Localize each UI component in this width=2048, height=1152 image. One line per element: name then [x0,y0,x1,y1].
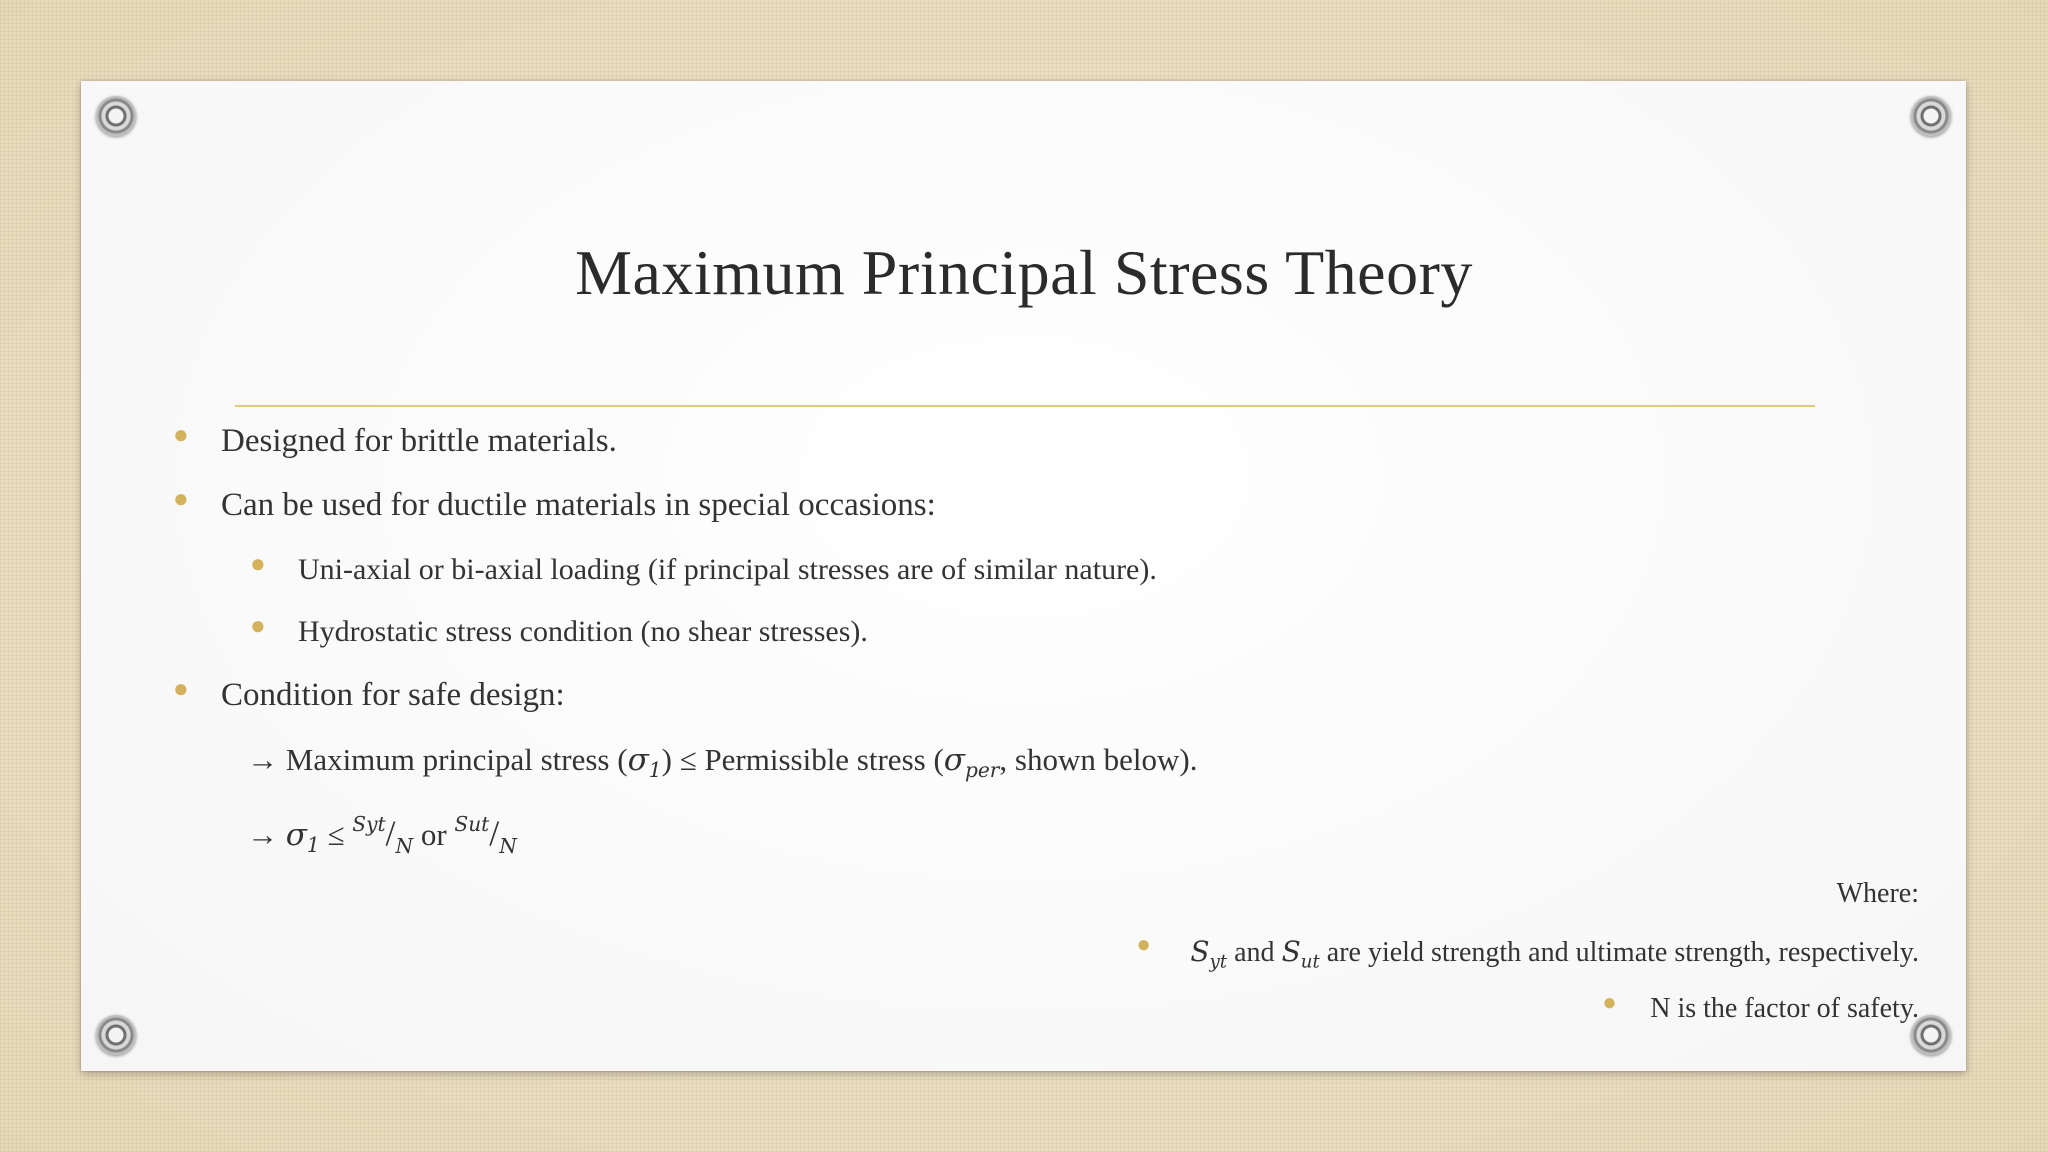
sub-bullet-item [250,611,868,649]
title-divider [235,405,1815,407]
bullet-item [173,484,936,524]
where-item-strengths: ● $S_{yt}$ and $S_{ut}$ are yield strength and ultimate strength, respectively. [1136,932,1919,973]
bullet-item [173,420,617,460]
where-label: Where: [1836,878,1919,909]
bullet-text: Hydrostatic stress condition (no shear stresses). [298,615,868,648]
bullet-text: Condition for safe design: [221,677,565,713]
bullet-dot-icon: ● [173,484,189,513]
bullet-dot-icon: ● [1136,932,1151,958]
grommet-icon [96,1015,136,1055]
bullet-item [173,674,565,714]
bullet-dot-icon: ● [250,549,266,578]
bullet-text: Designed for brittle materials. [221,423,617,459]
bullet-text: Can be used for ductile materials in special occasions: [221,487,936,523]
sub-bullet-item [250,549,1157,587]
grommet-icon [96,96,136,136]
where-item-safety-factor: ● N is the factor of safety. [1602,990,1919,1024]
bullet-dot-icon: ● [173,674,189,703]
arrow-icon: → [247,817,278,853]
slide-title: Maximum Principal Stress Theory [575,237,1473,308]
bullet-dot-icon: ● [1602,990,1617,1016]
arrow-icon: → [247,742,278,777]
bullet-text: Uni-axial or bi-axial loading (if principal stresses are of similar nature). [298,553,1157,586]
bullet-dot-icon: ● [173,420,189,449]
condition-line-1: → Maximum principal stress $(\sigma_1)$ ≤ Permissible stress ($\sigma_{per}$, shown below). [247,742,1198,783]
bullet-dot-icon: ● [250,611,266,640]
condition-line-2: → $\sigma_1 \le ^{Syt}/_N$ or $^{Sut}/_N$ [247,812,517,859]
grommet-icon [1911,96,1951,136]
